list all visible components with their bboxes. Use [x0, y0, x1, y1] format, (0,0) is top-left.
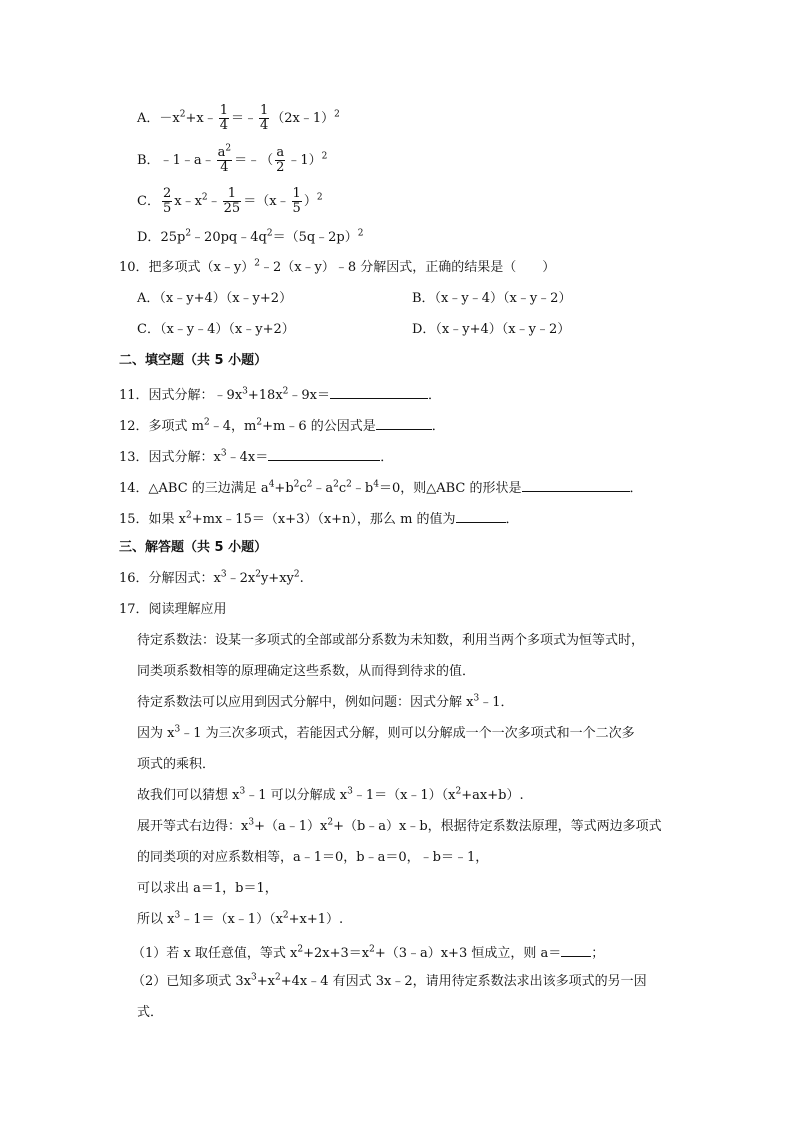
p-text: 所以 x	[137, 912, 175, 927]
section-heading-fill-in: 二、填空题（共 5 小题）	[119, 353, 268, 368]
numerator: 2	[162, 186, 172, 201]
q-text: +m﹣6 的公因式是	[262, 419, 376, 434]
exponent: 3	[347, 786, 353, 797]
q17-paragraph	[137, 911, 343, 929]
exponent: 2	[297, 944, 304, 955]
p-text: （2）已知多项式 3x	[132, 974, 252, 989]
exponent: 3	[174, 724, 181, 735]
q10-stem	[119, 259, 555, 277]
q17-subquestion-2	[132, 973, 647, 991]
p-text: （1）若 x 取任意值，等式 x	[132, 946, 298, 961]
fraction	[275, 146, 285, 175]
q-text: ﹣9x＝	[288, 388, 331, 403]
denominator: 2	[276, 160, 285, 175]
answer-blank[interactable]	[456, 508, 506, 523]
q9-option-b	[137, 143, 328, 175]
q9-option-c	[137, 187, 323, 216]
exponent: 2	[334, 109, 340, 120]
q17-paragraph: 的同类项的对应系数相等，a﹣1＝0，b﹣a＝0，﹣b＝﹣1，	[137, 850, 489, 865]
answer-blank[interactable]	[522, 477, 630, 492]
denominator: 4	[219, 118, 228, 133]
expr-part: ﹣1）	[287, 153, 322, 168]
exponent: 3	[220, 569, 227, 580]
exponent: 2	[369, 944, 375, 955]
q15	[119, 508, 519, 529]
fraction	[292, 187, 302, 216]
q-text: 11．因式分解：﹣9x	[119, 388, 243, 403]
q10-option-d: D．（x﹣y+4）（x﹣y﹣2）	[412, 322, 571, 337]
p-text: +2x+3＝x	[303, 946, 370, 961]
exponent: 2	[333, 479, 339, 490]
fraction	[162, 187, 172, 216]
exponent: 2	[455, 786, 462, 797]
fraction	[219, 104, 229, 133]
q-text: 16．分解因式：x	[119, 571, 221, 586]
answer-blank[interactable]	[268, 446, 380, 461]
q-text: +mx﹣15＝（x+3）（x+n），那么 m 的值为	[191, 512, 456, 527]
fraction	[217, 143, 233, 175]
q-text: c	[299, 481, 307, 496]
exponent: 2	[201, 192, 208, 203]
expr-part: ﹣1﹣a﹣	[159, 153, 215, 168]
option-label: D．	[137, 230, 161, 245]
exponent: 4	[373, 479, 379, 490]
p-text: 待定系数法可以应用到因式分解中，例如问题：因式分解 x	[137, 695, 474, 710]
q-text: 13．因式分解：x	[119, 450, 221, 465]
p-text: 故我们可以猜想 x	[137, 788, 240, 803]
exponent: 2	[306, 479, 313, 490]
numerator: 1	[260, 103, 269, 118]
expr-part: ＝﹣	[230, 111, 257, 126]
exponent: 2	[357, 228, 364, 239]
expr-part: x﹣x	[174, 194, 202, 209]
p-text: ﹣1．	[479, 695, 514, 710]
option-label: A．	[137, 111, 160, 126]
exponent: 2	[225, 143, 232, 154]
q-text: c	[338, 481, 347, 496]
p-text: +x+1）.	[288, 912, 344, 927]
exponent: 2	[327, 817, 334, 828]
q17-paragraph	[137, 787, 524, 805]
q-text: ﹣a	[312, 481, 334, 496]
exponent: 2	[204, 417, 210, 428]
q-text: ．	[428, 388, 442, 403]
q17-paragraph	[137, 725, 635, 743]
exponent: 2	[266, 228, 273, 239]
expr-part: ＝﹣（	[234, 153, 274, 168]
numerator: 1	[219, 103, 228, 118]
numerator: a	[276, 145, 285, 160]
q-text: ﹣b	[351, 481, 374, 496]
p-text: ﹣1 可以分解成 x	[245, 788, 348, 803]
q10-option-a: A．（x﹣y+4）（x﹣y+2）	[137, 291, 293, 306]
q-text: 14．△ABC 的三边满足 a	[119, 481, 269, 496]
q12	[119, 415, 445, 436]
exponent: 3	[473, 693, 480, 704]
q14	[119, 477, 643, 498]
p-text: +ax+b）.	[461, 788, 524, 803]
p-text: ﹣1＝（x﹣1）（x	[180, 912, 283, 927]
q10-option-c: C．（x﹣y﹣4）（x﹣y+2）	[137, 322, 295, 337]
stem-text: ﹣2（x﹣y）﹣8 分解因式，正确的结果是（ ）	[259, 260, 556, 275]
exponent: 3	[251, 972, 257, 983]
q11	[119, 384, 441, 405]
option-label: C．	[137, 194, 160, 209]
denominator: 25	[223, 201, 241, 216]
q17-paragraph: 待定系数法：设某一多项式的全部或部分系数为未知数，利用当两个多项式为恒等式时，	[137, 633, 645, 648]
option-label: B．	[137, 153, 160, 168]
expr-part: （2x﹣1）	[271, 111, 335, 126]
q17-subquestion-1	[132, 942, 604, 963]
exponent: 3	[239, 786, 246, 797]
stem-text: 10．把多项式（x﹣y）	[119, 260, 255, 275]
section-heading-solve: 三、解答题（共 5 小题）	[119, 540, 268, 555]
denominator: 4	[260, 118, 269, 133]
exponent: 2	[274, 972, 281, 983]
expr-part: ﹣20pq﹣4q	[191, 230, 267, 245]
fraction	[259, 104, 269, 133]
q17-paragraph	[137, 818, 662, 836]
q17-paragraph	[137, 694, 513, 712]
p-text: 展开等式右边得：x	[137, 819, 249, 834]
expr-part: 25p	[160, 230, 186, 245]
q-text: ﹣4x＝	[226, 450, 269, 465]
denominator: 5	[292, 201, 301, 216]
q-text: 15．如果 x	[119, 512, 187, 527]
expr-part: ＝（5q﹣2p）	[272, 230, 358, 245]
q-text: .	[299, 571, 304, 586]
exponent: 2	[186, 510, 192, 521]
numerator-text: a	[217, 145, 226, 160]
q17-paragraph: 同类项系数相等的原理确定这些系数，从而得到待求的值．	[137, 664, 476, 679]
q17-title: 17．阅读理解应用	[119, 602, 227, 617]
p-text: ﹣1＝（x﹣1）（x	[352, 788, 456, 803]
expr-part: ﹣	[207, 194, 221, 209]
exponent: 3	[248, 817, 255, 828]
q-text: ．	[505, 512, 519, 527]
exponent: 2	[282, 386, 289, 397]
exponent: 2	[282, 910, 289, 921]
q-text: ﹣4，m	[209, 419, 257, 434]
q17-subquestion-2-cont: 式．	[137, 1005, 164, 1020]
fraction	[223, 187, 242, 216]
numerator: 1	[223, 187, 242, 202]
q17-paragraph: 项式的乘积．	[137, 757, 216, 772]
exponent: 2	[255, 569, 261, 580]
q-text: 12．多项式 m	[119, 419, 205, 434]
answer-blank[interactable]	[376, 415, 432, 430]
q9-option-a	[137, 104, 340, 133]
exponent: 4	[268, 479, 275, 490]
q16	[119, 570, 304, 588]
denominator: 5	[162, 201, 172, 216]
q-text: +18x	[247, 388, 283, 403]
expr-part: －x	[159, 111, 180, 126]
q-text: ＝0，则△ABC 的形状是	[378, 481, 522, 496]
expr-part: ）	[303, 194, 317, 209]
q10-option-b: B．（x﹣y﹣4）（x﹣y﹣2）	[412, 291, 572, 306]
exponent: 3	[220, 448, 227, 459]
q-text: ﹣2x	[226, 571, 256, 586]
q-text: ．	[629, 481, 643, 496]
answer-blank[interactable]	[561, 942, 591, 957]
exponent: 3	[242, 386, 248, 397]
exponent: 2	[316, 192, 323, 203]
q13	[119, 446, 393, 467]
expr-part: +x﹣	[185, 111, 217, 126]
exponent: 2	[321, 151, 328, 162]
exponent: 3	[174, 910, 181, 921]
exponent: 2	[256, 417, 263, 428]
p-text: ；	[591, 946, 605, 961]
expr-part: ＝（x﹣	[243, 194, 290, 209]
p-text: +4x﹣4 有因式 3x﹣2，请用待定系数法求出该多项式的另一因	[280, 974, 647, 989]
exponent: 2	[179, 109, 186, 120]
numerator: 1	[292, 186, 301, 201]
p-text: +x	[256, 974, 275, 989]
exponent: 2	[185, 228, 192, 239]
q17-paragraph: 可以求出 a＝1，b＝1，	[137, 881, 278, 896]
exponent: 2	[293, 569, 300, 580]
exponent: 2	[293, 479, 300, 490]
q-text: ．	[380, 450, 394, 465]
exponent: 2	[346, 479, 352, 490]
q-text: ．	[431, 419, 445, 434]
q-text: y+xy	[260, 571, 294, 586]
p-text: +（b﹣a）x﹣b，根据待定系数法原理，等式两边多项式	[333, 819, 662, 834]
denominator: 4	[220, 160, 229, 175]
p-text: +（a﹣1）x	[254, 819, 328, 834]
answer-blank[interactable]	[330, 384, 428, 399]
p-text: ﹣1 为三次多项式，若能因式分解，则可以分解成一个一次多项式和一个二次多	[180, 726, 635, 741]
q9-option-d	[137, 229, 363, 247]
numerator	[217, 143, 233, 161]
p-text: +（3﹣a）x+3 恒成立，则 a＝	[374, 946, 562, 961]
exponent: 2	[254, 258, 260, 269]
p-text: 因为 x	[137, 726, 175, 741]
q-text: +b	[274, 481, 294, 496]
